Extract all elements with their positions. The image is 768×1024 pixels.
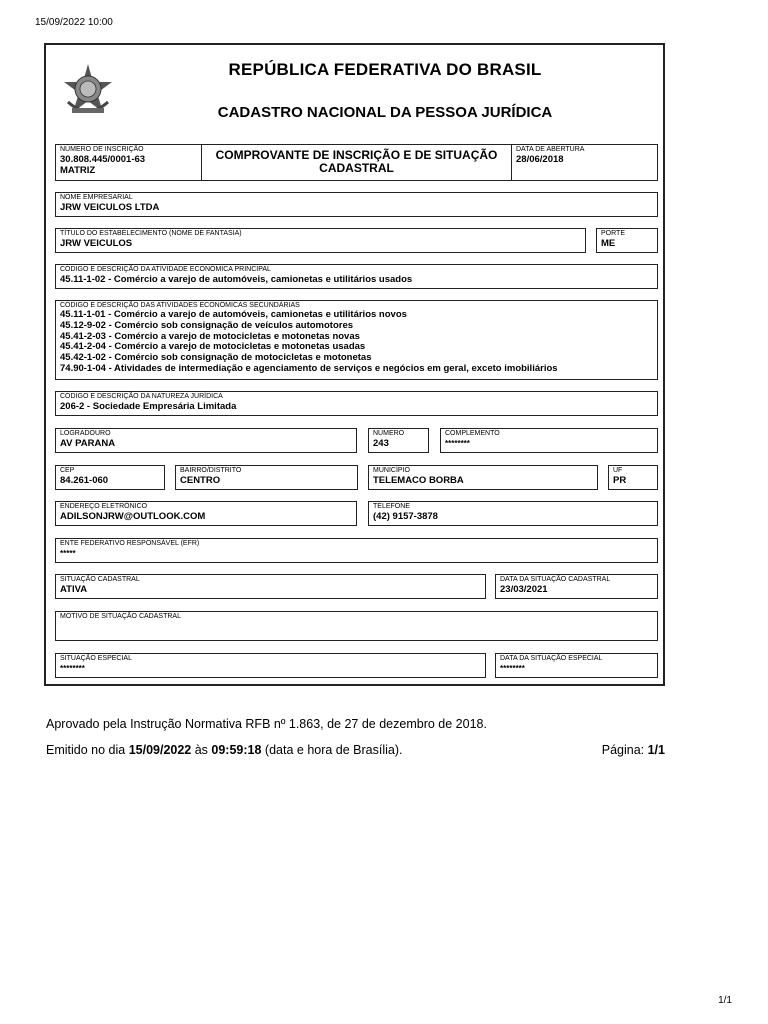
atividade-principal-value: 45.11-1-02 - Comércio a varejo de automóveis, camionetas e utilitários usados	[60, 274, 413, 285]
data-situacao-box	[495, 574, 658, 599]
atividade-principal-label: CÓDIGO E DESCRIÇÃO DA ATIVIDADE ECONÔMICA PRINCIPAL	[60, 266, 271, 273]
cep-label: CEP	[60, 467, 75, 474]
situacao-value: ATIVA	[60, 584, 88, 595]
abertura-box	[511, 144, 658, 181]
list-item: 45.41-2-03 - Comércio a varejo de motocicletas e motonetas novas	[60, 330, 360, 342]
numero-label: NÚMERO	[373, 430, 405, 437]
porte-label: PORTE	[601, 230, 625, 237]
telefone-value: (42) 9157-3878	[373, 511, 438, 522]
abertura-value: 28/06/2018	[516, 154, 564, 165]
numero-value: 243	[373, 438, 389, 449]
inscricao-numero: 30.808.445/0001-63	[60, 154, 146, 165]
comprovante-line1: COMPROVANTE DE INSCRIÇÃO E DE SITUAÇÃO	[215, 148, 498, 162]
uf-value: PR	[613, 475, 627, 486]
logradouro-value: AV PARANA	[60, 438, 116, 449]
fantasia-label: TÍTULO DO ESTABELECIMENTO (NOME DE FANTASIA)	[60, 230, 242, 237]
data-especial-label: DATA DA SITUAÇÃO ESPECIAL	[500, 655, 603, 662]
data-situacao-label: DATA DA SITUAÇÃO CADASTRAL	[500, 576, 611, 583]
list-item: 45.11-1-01 - Comércio a varejo de automóveis, camionetas e utilitários novos	[60, 309, 407, 320]
natureza-value: 206-2 - Sociedade Empresária Limitada	[60, 401, 237, 412]
complemento-label: COMPLEMENTO	[445, 430, 500, 437]
inscricao-box	[55, 144, 202, 181]
inscricao-tipo: MATRIZ	[60, 165, 96, 176]
page-subtitle: CADASTRO NACIONAL DA PESSOA JURÍDICA	[217, 104, 553, 121]
fantasia-value: JRW VEICULOS	[60, 238, 133, 249]
atividades-secundarias-box	[55, 300, 658, 380]
list-item: 45.12-9-02 - Comércio sob consignação de veículos automotores	[60, 319, 354, 331]
complemento-box	[440, 428, 658, 453]
motivo-label: MOTIVO DE SITUAÇÃO CADASTRAL	[60, 613, 181, 620]
atividade-principal-code: 45.11-1-02	[60, 274, 106, 285]
emitido-date: 15/09/2022	[128, 743, 192, 757]
print-page-number: 1/1	[718, 995, 732, 1006]
emitido-note: Emitido no dia 15/09/2022 às 09:59:18 (data e hora de Brasília).	[46, 743, 403, 757]
fantasia-box	[55, 228, 586, 253]
bairro-label: BAIRRO/DISTRITO	[180, 467, 242, 474]
situacao-especial-box	[55, 653, 486, 678]
inscricao-label: NÚMERO DE INSCRIÇÃO	[60, 146, 144, 153]
aprovado-note: Aprovado pela Instrução Normativa RFB nº 1.863, de 27 de dezembro de 2018.	[46, 717, 487, 731]
situacao-label: SITUAÇÃO CADASTRAL	[60, 576, 140, 583]
email-box	[55, 501, 357, 526]
print-timestamp: 15/09/2022 10:00	[35, 17, 113, 28]
nome-empresarial-label: NOME EMPRESARIAL	[60, 194, 133, 201]
atividade-principal-desc: Comércio a varejo de automóveis, camionetas e utilitários usados	[113, 274, 413, 285]
efr-value: *****	[60, 549, 76, 558]
motivo-box	[55, 611, 658, 641]
cep-box	[55, 465, 165, 490]
natureza-label: CÓDIGO E DESCRIÇÃO DA NATUREZA JURÍDICA	[60, 393, 223, 400]
situacao-especial-value: ********	[60, 664, 85, 673]
atividade-principal-box	[55, 264, 658, 289]
data-situacao-value: 23/03/2021	[500, 584, 548, 595]
comprovante-line2: CADASTRAL	[319, 161, 394, 175]
nome-empresarial-value: JRW VEICULOS LTDA	[60, 202, 160, 213]
bairro-value: CENTRO	[180, 475, 221, 486]
nome-empresarial-box	[55, 192, 658, 217]
logradouro-label: LOGRADOURO	[60, 430, 111, 437]
list-item: 45.41-2-04 - Comércio a varejo de motocicletas e motonetas usadas	[60, 341, 366, 353]
porte-box	[596, 228, 658, 253]
efr-label: ENTE FEDERATIVO RESPONSÁVEL (EFR)	[60, 540, 200, 547]
municipio-value: TELEMACO BORBA	[373, 475, 464, 486]
email-label: ENDEREÇO ELETRÔNICO	[60, 503, 148, 510]
pagina-indicator: Página: 1/1	[601, 743, 665, 757]
cep-value: 84.261-060	[60, 475, 109, 486]
abertura-label: DATA DE ABERTURA	[516, 146, 585, 153]
telefone-box	[368, 501, 658, 526]
municipio-label: MUNICÍPIO	[373, 467, 410, 474]
comprovante-box	[201, 144, 512, 181]
data-especial-box	[495, 653, 658, 678]
bairro-box	[175, 465, 358, 490]
telefone-label: TELEFONE	[373, 503, 410, 510]
list-item: 45.42-1-02 - Comércio sob consignação de motocicletas e motonetas	[60, 352, 372, 364]
natureza-box	[55, 391, 658, 416]
brazil-coat-of-arms-icon	[60, 62, 116, 118]
situacao-especial-label: SITUAÇÃO ESPECIAL	[60, 655, 132, 662]
email-value: ADILSONJRW@OUTLOOK.COM	[60, 511, 206, 522]
data-especial-value: ********	[500, 664, 525, 673]
logradouro-box	[55, 428, 357, 453]
porte-value: ME	[601, 238, 616, 249]
page-title: REPÚBLICA FEDERATIVA DO BRASIL	[228, 60, 542, 79]
efr-box	[55, 538, 658, 563]
uf-label: UF	[613, 467, 623, 474]
list-item: 74.90-1-04 - Atividades de intermediação e agenciamento de serviços e negócios em geral, exceto imobiliários	[60, 362, 558, 374]
atividades-secundarias-label: CÓDIGO E DESCRIÇÃO DAS ATIVIDADES ECONÔMICAS SECUNDÁRIAS	[60, 302, 300, 309]
emitido-time: 09:59:18	[211, 743, 262, 757]
numero-box	[368, 428, 429, 453]
uf-box	[608, 465, 658, 490]
complemento-value: ********	[445, 439, 470, 448]
municipio-box	[368, 465, 598, 490]
situacao-box	[55, 574, 486, 599]
